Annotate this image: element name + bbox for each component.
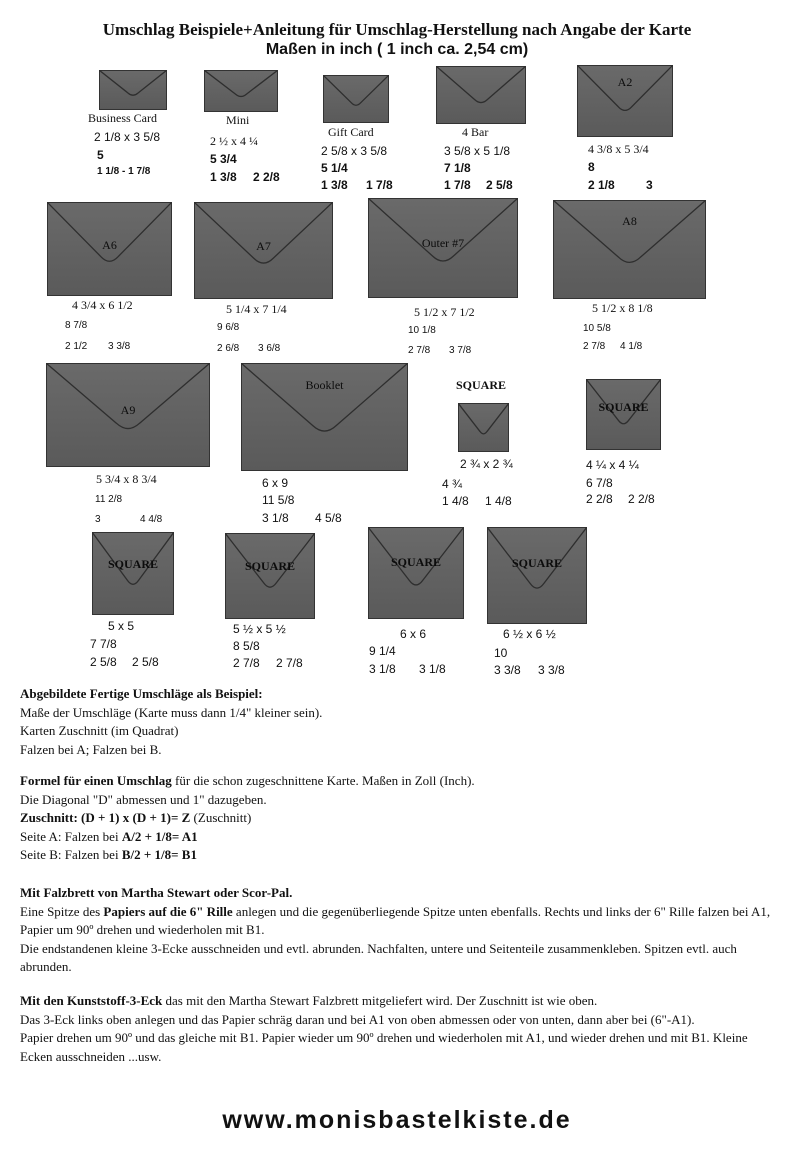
envelope-flap-line xyxy=(194,202,333,263)
cut-square: 9 1/4 xyxy=(369,644,396,658)
side-b-formula: B/2 + 1/8= B1 xyxy=(121,847,197,862)
falzbrett-section xyxy=(20,884,780,977)
envelope-flap-line xyxy=(368,198,518,261)
falzbrett-text-bold: Papiers auf die 6" Rille xyxy=(103,903,233,919)
fold-a: 2 1/2 xyxy=(65,341,88,352)
kunststoff-section xyxy=(20,992,780,1066)
fold-b: 3 7/8 xyxy=(449,345,472,356)
envelope-size: 5 1/2 x 7 1/2 xyxy=(414,305,475,319)
cut-square: 11 5/8 xyxy=(262,493,295,507)
cut-square: 7 1/8 xyxy=(444,161,471,175)
kunststoff-text: Das 3-Eck links oben anlegen und das Papier schräg daran und bei A1 von oben abmessen oder von unten, dann aber bei (6"-A1). xyxy=(20,1011,695,1027)
side-b-label: Seite B: Falzen bei xyxy=(20,847,122,862)
formula-section xyxy=(20,772,780,865)
envelope-a2 xyxy=(577,65,673,137)
envelope-flap-icon xyxy=(323,75,389,123)
cut-square: 4 ¾ xyxy=(442,477,463,491)
intro-line: Falzen bei A; Falzen bei B. xyxy=(20,741,162,757)
envelope-size: 5 1/4 x 7 1/4 xyxy=(226,302,287,316)
envelope-flap-icon xyxy=(436,66,526,124)
kunststoff-text: Papier drehen um 90º und das gleiche mit B1. Papier wieder um 90º drehen und wiederholen mit A1, und wieder drehen und mit B1. Kleine Ecken ausschneiden ...usw. xyxy=(20,1030,748,1064)
envelope-square-6-1-2 xyxy=(487,527,587,624)
fold-a: 2 2/8 xyxy=(586,492,613,506)
envelope-name: Mini xyxy=(226,113,250,127)
envelope-size: 5 3/4 x 8 3/4 xyxy=(96,472,157,486)
envelope-size: 5 ½ x 5 ½ xyxy=(233,622,286,636)
envelope-inner-label: SQUARE xyxy=(390,554,441,569)
envelope-inner-label: SQUARE xyxy=(244,558,295,573)
fold-b: 2 5/8 xyxy=(132,655,159,669)
envelope-gift-card xyxy=(323,75,389,123)
envelope-inner-label: Booklet xyxy=(305,378,344,393)
envelope-flap-icon xyxy=(487,527,587,624)
kunststoff-heading-rest: das mit den Martha Stewart Falzbrett mitgeliefert wird. Der Zuschnitt ist wie oben. xyxy=(162,993,598,1008)
envelope-flap-line xyxy=(436,66,526,103)
fold-a: 3 xyxy=(95,514,101,525)
fold-a: 2 1/8 xyxy=(588,178,615,192)
formula-heading: Formel für einen Umschlag xyxy=(20,773,172,788)
envelope-flap-line xyxy=(323,75,389,105)
envelope-inner-label: A2 xyxy=(617,75,633,90)
fold-a: 3 3/8 xyxy=(494,663,521,677)
intro-line: Maße der Umschläge (Karte muss dann 1/4" kleiner sein). xyxy=(20,704,323,720)
cut-square: 8 xyxy=(588,160,595,174)
envelope-name: Gift Card xyxy=(328,125,374,139)
envelope-business-card xyxy=(99,70,167,110)
fold-a: 1 3/8 xyxy=(210,170,237,184)
fold-a: 1 4/8 xyxy=(442,494,469,508)
envelope-booklet xyxy=(241,363,408,471)
envelope-square-5-1-2 xyxy=(225,533,315,619)
fold-b: 1 7/8 xyxy=(366,178,393,192)
envelope-square-5 xyxy=(92,532,174,615)
envelope-flap-icon xyxy=(99,70,167,110)
envelope-flap-icon xyxy=(204,70,278,112)
envelope-size: 5 x 5 xyxy=(108,619,135,633)
fold-a: 3 1/8 xyxy=(262,511,289,525)
envelope-a7 xyxy=(194,202,333,299)
cut-formula: (D + 1) x (D + 1)= Z xyxy=(77,810,191,825)
cut-square: 9 6/8 xyxy=(217,322,240,333)
kunststoff-heading: Mit den Kunststoff-3-Eck xyxy=(20,993,163,1008)
envelope-size: 4 3/8 x 5 3/4 xyxy=(588,142,649,156)
cut-square: 8 7/8 xyxy=(65,320,88,331)
envelope-flap-line xyxy=(46,363,210,429)
fold-a: 2 7/8 xyxy=(583,341,606,352)
falzbrett-text: Die endstandenen kleine 3-Ecke ausschneiden und evtl. abrunden. Nachfalten, untere und Seitenteile zusammenkleben. Spitzen evtl. auch abrunden. xyxy=(20,940,737,974)
square-heading: SQUARE xyxy=(456,378,507,392)
intro-section xyxy=(20,685,780,759)
fold-b: 4 1/8 xyxy=(620,341,643,352)
envelope-square-4-1-4 xyxy=(586,379,661,450)
fold-b: 3 xyxy=(646,178,653,192)
cut-square: 10 xyxy=(494,646,508,660)
fold-a: 2 5/8 xyxy=(90,655,117,669)
envelope-outer-7 xyxy=(368,198,518,298)
fold-b: 2 7/8 xyxy=(276,656,303,670)
fold-b: 3 6/8 xyxy=(258,343,281,354)
fold-b: 3 3/8 xyxy=(108,341,131,352)
envelope-name: Business Card xyxy=(88,111,157,125)
envelope-size: 4 ¼ x 4 ¼ xyxy=(586,458,639,472)
intro-line: Karten Zuschnitt (im Quadrat) xyxy=(20,723,179,738)
envelope-inner-label: Outer #7 xyxy=(421,236,465,250)
fold-b: 2 2/8 xyxy=(253,170,280,184)
envelope-name: 4 Bar xyxy=(462,125,489,139)
envelope-square-2-3-4 xyxy=(458,403,509,452)
envelope-a8 xyxy=(553,200,706,299)
fold-b: 4 4/8 xyxy=(140,514,163,525)
envelope-inner-label: A8 xyxy=(622,213,637,228)
side-a-formula: A/2 + 1/8= A1 xyxy=(121,828,198,844)
envelope-a9 xyxy=(46,363,210,467)
formula-line: Die Diagonal "D" abmessen und 1" dazugeben. xyxy=(20,791,267,807)
fold-b: 4 5/8 xyxy=(315,511,342,525)
website-url: www.monisbastelkiste.de xyxy=(222,1106,572,1134)
envelope-a6 xyxy=(47,202,172,296)
page-subtitle: Maßen in inch ( 1 inch ca. 2,54 cm) xyxy=(265,41,529,58)
fold-b: 2 5/8 xyxy=(486,178,513,192)
envelope-size: 4 3/4 x 6 1/2 xyxy=(72,298,133,312)
envelope-inner-label: SQUARE xyxy=(107,556,158,571)
envelope-flap-line xyxy=(241,363,408,431)
envelope-size: 2 ½ x 4 ¼ xyxy=(210,134,258,148)
fold-a: 1 3/8 xyxy=(321,178,348,192)
fold-a: 2 7/8 xyxy=(233,656,260,670)
fold-a: 3 1/8 xyxy=(369,662,396,676)
envelope-size: 2 5/8 x 3 5/8 xyxy=(321,144,388,158)
cut-square: 6 7/8 xyxy=(586,476,613,490)
envelope-flap-line xyxy=(458,403,509,434)
cut-square: 8 5/8 xyxy=(233,639,260,653)
fold-b: 3 3/8 xyxy=(538,663,565,677)
fold-a: 1 7/8 xyxy=(444,178,471,192)
cut-rest: (Zuschnitt) xyxy=(190,810,252,825)
envelope-flap-icon xyxy=(458,403,509,452)
side-a-label: Seite A: Falzen bei xyxy=(20,828,122,844)
cut-square: 5 xyxy=(97,148,104,162)
envelope-size: 5 1/2 x 8 1/8 xyxy=(592,301,653,315)
envelope-inner-label: SQUARE xyxy=(598,400,649,415)
envelope-flap-line xyxy=(204,70,278,96)
envelope-size: 6 x 9 xyxy=(262,476,289,490)
cut-square: 11 2/8 xyxy=(95,494,123,505)
envelope-flap-icon xyxy=(225,533,315,619)
envelope-4-bar xyxy=(436,66,526,124)
cut-label: Zuschnitt: xyxy=(20,810,78,825)
cut-square: 10 1/8 xyxy=(408,325,436,336)
envelope-size: 3 5/8 x 5 1/8 xyxy=(444,144,511,158)
envelope-size: 2 1/8 x 3 5/8 xyxy=(94,130,161,144)
page-title: Umschlag Beispiele+Anleitung für Umschlag-Herstellung nach Angabe der Karte xyxy=(102,20,692,39)
fold-a: 2 7/8 xyxy=(408,345,431,356)
cut-square: 5 1/4 xyxy=(321,161,348,175)
envelope-mini xyxy=(204,70,278,112)
envelope-square-6 xyxy=(368,527,464,619)
envelope-flap-icon xyxy=(368,527,464,619)
fold-b: 1 4/8 xyxy=(485,494,512,508)
cut-square: 10 5/8 xyxy=(583,323,611,334)
cut-square: 5 3/4 xyxy=(210,152,237,166)
fold-b: 3 1/8 xyxy=(419,662,446,676)
formula-heading-rest: für die schon zugeschnittene Karte. Maßen in Zoll (Inch). xyxy=(171,773,475,788)
envelope-inner-label: SQUARE xyxy=(511,556,562,571)
envelope-flap-line xyxy=(553,200,706,262)
envelope-size: 6 ½ x 6 ½ xyxy=(503,627,556,641)
envelope-inner-label: A9 xyxy=(120,402,136,417)
envelope-size: 2 ¾ x 2 ¾ xyxy=(460,457,513,471)
envelope-inner-label: A6 xyxy=(102,237,117,252)
fold-values: 1 1/8 - 1 7/8 xyxy=(97,166,151,177)
intro-heading: Abgebildete Fertige Umschläge als Beispiel: xyxy=(20,686,263,701)
fold-b: 2 2/8 xyxy=(628,492,655,506)
envelope-flap-icon xyxy=(92,532,174,615)
falzbrett-text: anlegen und die gegenüberliegende Spitze unten ebenfalls. Rechts und links der 6" Rille falzen bei A1, Papier um 90º drehen und wiederholen mit B1. xyxy=(20,903,771,937)
cut-square: 7 7/8 xyxy=(90,637,117,651)
envelope-inner-label: A7 xyxy=(256,238,271,253)
envelope-size: 6 x 6 xyxy=(400,627,427,641)
falzbrett-heading: Mit Falzbrett von Martha Stewart oder Scor-Pal. xyxy=(20,885,293,900)
falzbrett-text: Eine Spitze des xyxy=(20,903,104,919)
envelope-flap-line xyxy=(99,70,167,95)
fold-a: 2 6/8 xyxy=(217,343,240,354)
